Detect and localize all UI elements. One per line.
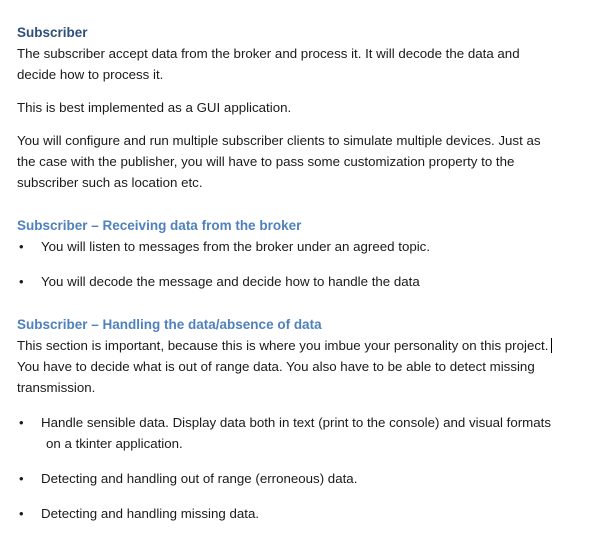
list-item-text: on a tkinter application. xyxy=(46,436,183,451)
paragraph-line: You will configure and run multiple subscriber clients to simulate multiple devices. Just as xyxy=(17,133,541,148)
heading-handling: Subscriber – Handling the data/absence of data xyxy=(17,317,322,332)
list-item xyxy=(17,412,602,454)
list-item xyxy=(17,271,602,292)
list-item-text: Detecting and handling missing data. xyxy=(41,506,260,521)
list-receiving xyxy=(17,236,602,292)
list-item-text: Handle sensible data. Display data both in text (print to the console) and visual formats xyxy=(41,415,551,430)
list-handling xyxy=(17,412,602,524)
heading-receiving: Subscriber – Receiving data from the broker xyxy=(17,218,302,233)
list-item xyxy=(17,468,602,489)
bullet-icon: • xyxy=(19,471,24,486)
text-cursor xyxy=(551,338,552,353)
paragraph-configure xyxy=(17,130,602,193)
bullet-icon: • xyxy=(19,274,24,289)
paragraph-line: the case with the publisher, you will have to pass some customization property to the xyxy=(17,154,515,169)
bullet-icon: • xyxy=(19,506,24,521)
paragraph-line: subscriber such as location etc. xyxy=(17,175,203,190)
paragraph-line: decide how to process it. xyxy=(17,67,164,82)
bullet-icon: • xyxy=(19,239,24,254)
list-item xyxy=(17,503,602,524)
paragraph-subscriber-intro xyxy=(17,43,602,85)
document-page xyxy=(17,22,602,524)
list-item-text: You will listen to messages from the broker under an agreed topic. xyxy=(41,239,431,254)
paragraph-gui: This is best implemented as a GUI application. xyxy=(17,100,292,115)
bullet-icon: • xyxy=(19,415,24,430)
paragraph-line: transmission. xyxy=(17,380,96,395)
list-item xyxy=(17,236,602,257)
paragraph-handling xyxy=(17,335,602,398)
paragraph-line: The subscriber accept data from the broker and process it. It will decode the data and xyxy=(17,46,520,61)
paragraph-line: This section is important, because this is where you imbue your personality on this project. xyxy=(17,338,549,353)
paragraph-line: You have to decide what is out of range data. You also have to be able to detect missing xyxy=(17,359,535,374)
list-item-text: Detecting and handling out of range (erroneous) data. xyxy=(41,471,358,486)
heading-subscriber: Subscriber xyxy=(17,25,88,40)
list-item-text: You will decode the message and decide how to handle the data xyxy=(41,274,420,289)
